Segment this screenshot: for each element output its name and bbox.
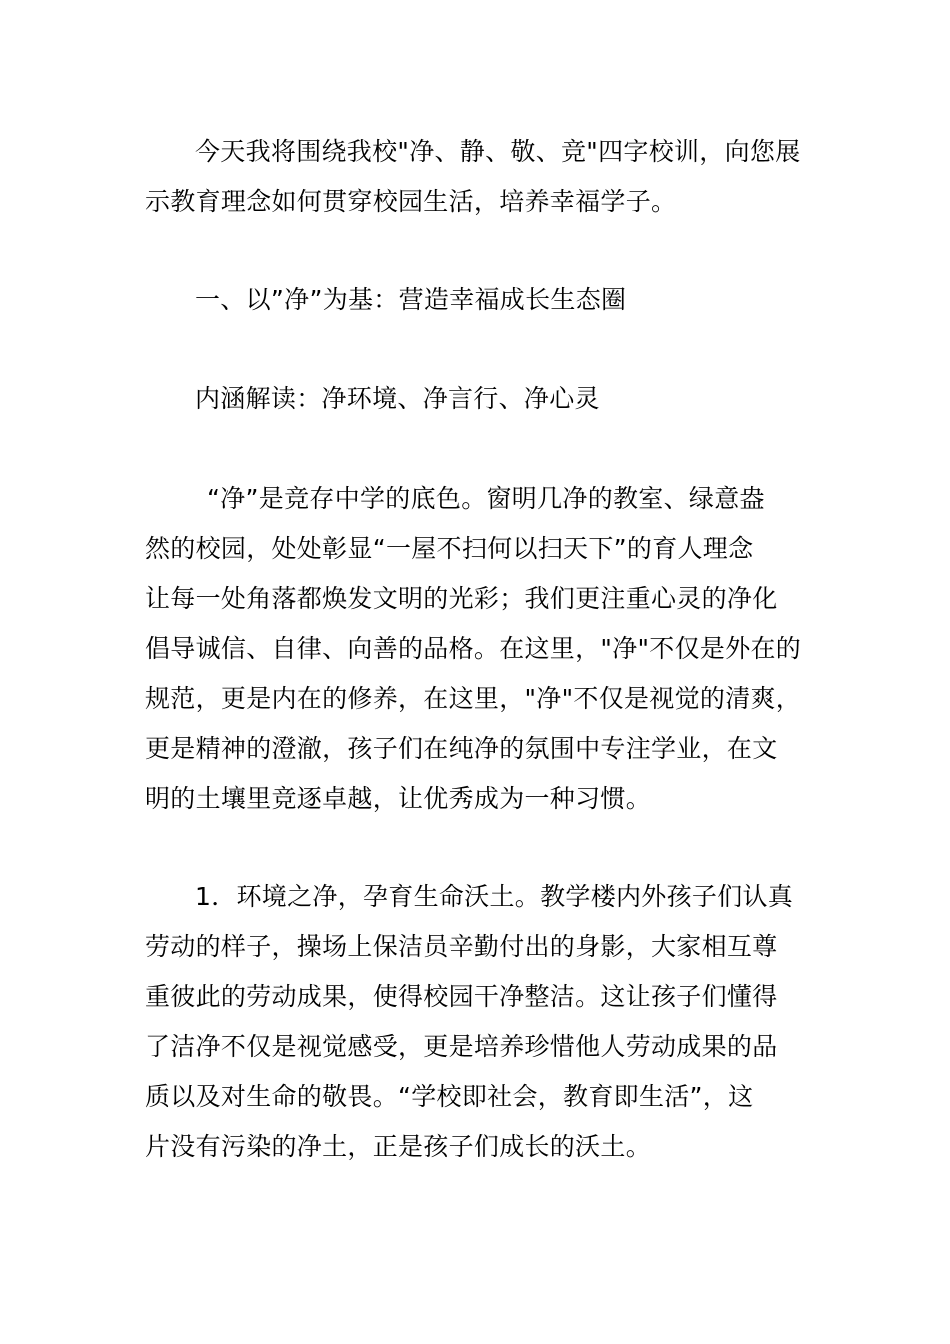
paragraph-1-line-2: 然的校园，处处彰显“一屋不扫何以扫天下”的育人理念 xyxy=(145,534,754,563)
paragraph-1-line-1: “净”是竞存中学的底色。窗明几净的教室、绿意盎 xyxy=(207,484,765,513)
paragraph-2-line-5: 质以及对生命的敬畏。“学校即社会，教育即生活”，这 xyxy=(145,1082,754,1111)
intro-paragraph xyxy=(145,127,807,227)
paragraph-2-line-2: 劳动的样子，操场上保洁员辛勤付出的身影，大家相互尊 xyxy=(145,932,778,961)
paragraph-2-line-1: 1．环境之净，孕育生命沃土。教学楼内外孩子们认真 xyxy=(195,882,794,911)
intro-line-1: 今天我将围绕我校"净、静、敬、竞"四字校训，向您展 xyxy=(195,137,801,166)
paragraph-1-line-7: 明的土壤里竞逐卓越，让优秀成为一种习惯。 xyxy=(145,784,652,813)
intro-line-2: 示教育理念如何贯穿校园生活，培养幸福学子。 xyxy=(145,187,677,216)
paragraph-1-line-6: 更是精神的澄澈，孩子们在纯净的氛围中专注学业，在文 xyxy=(145,734,778,763)
section-heading-text: 一、以”净”为基：营造幸福成长生态圈 xyxy=(195,285,627,314)
paragraph-2 xyxy=(145,872,807,1172)
paragraph-1-line-5: 规范，更是内在的修养，在这里，"净"不仅是视觉的清爽， xyxy=(145,684,802,713)
subheading xyxy=(145,374,807,424)
paragraph-2-line-4: 了洁净不仅是视觉感受，更是培养珍惜他人劳动成果的品 xyxy=(145,1032,778,1061)
section-heading xyxy=(145,275,807,325)
paragraph-2-line-6: 片没有污染的净土，正是孩子们成长的沃土。 xyxy=(145,1132,652,1161)
subheading-text: 内涵解读：净环境、净言行、净心灵 xyxy=(195,384,600,413)
paragraph-1-line-4: 倡导诚信、自律、向善的品格。在这里，"净"不仅是外在的 xyxy=(145,634,802,663)
paragraph-1-line-3: 让每一处角落都焕发文明的光彩；我们更注重心灵的净化 xyxy=(145,584,778,613)
paragraph-1 xyxy=(145,474,807,824)
paragraph-2-line-3: 重彼此的劳动成果，使得校园干净整洁。这让孩子们懂得 xyxy=(145,982,778,1011)
